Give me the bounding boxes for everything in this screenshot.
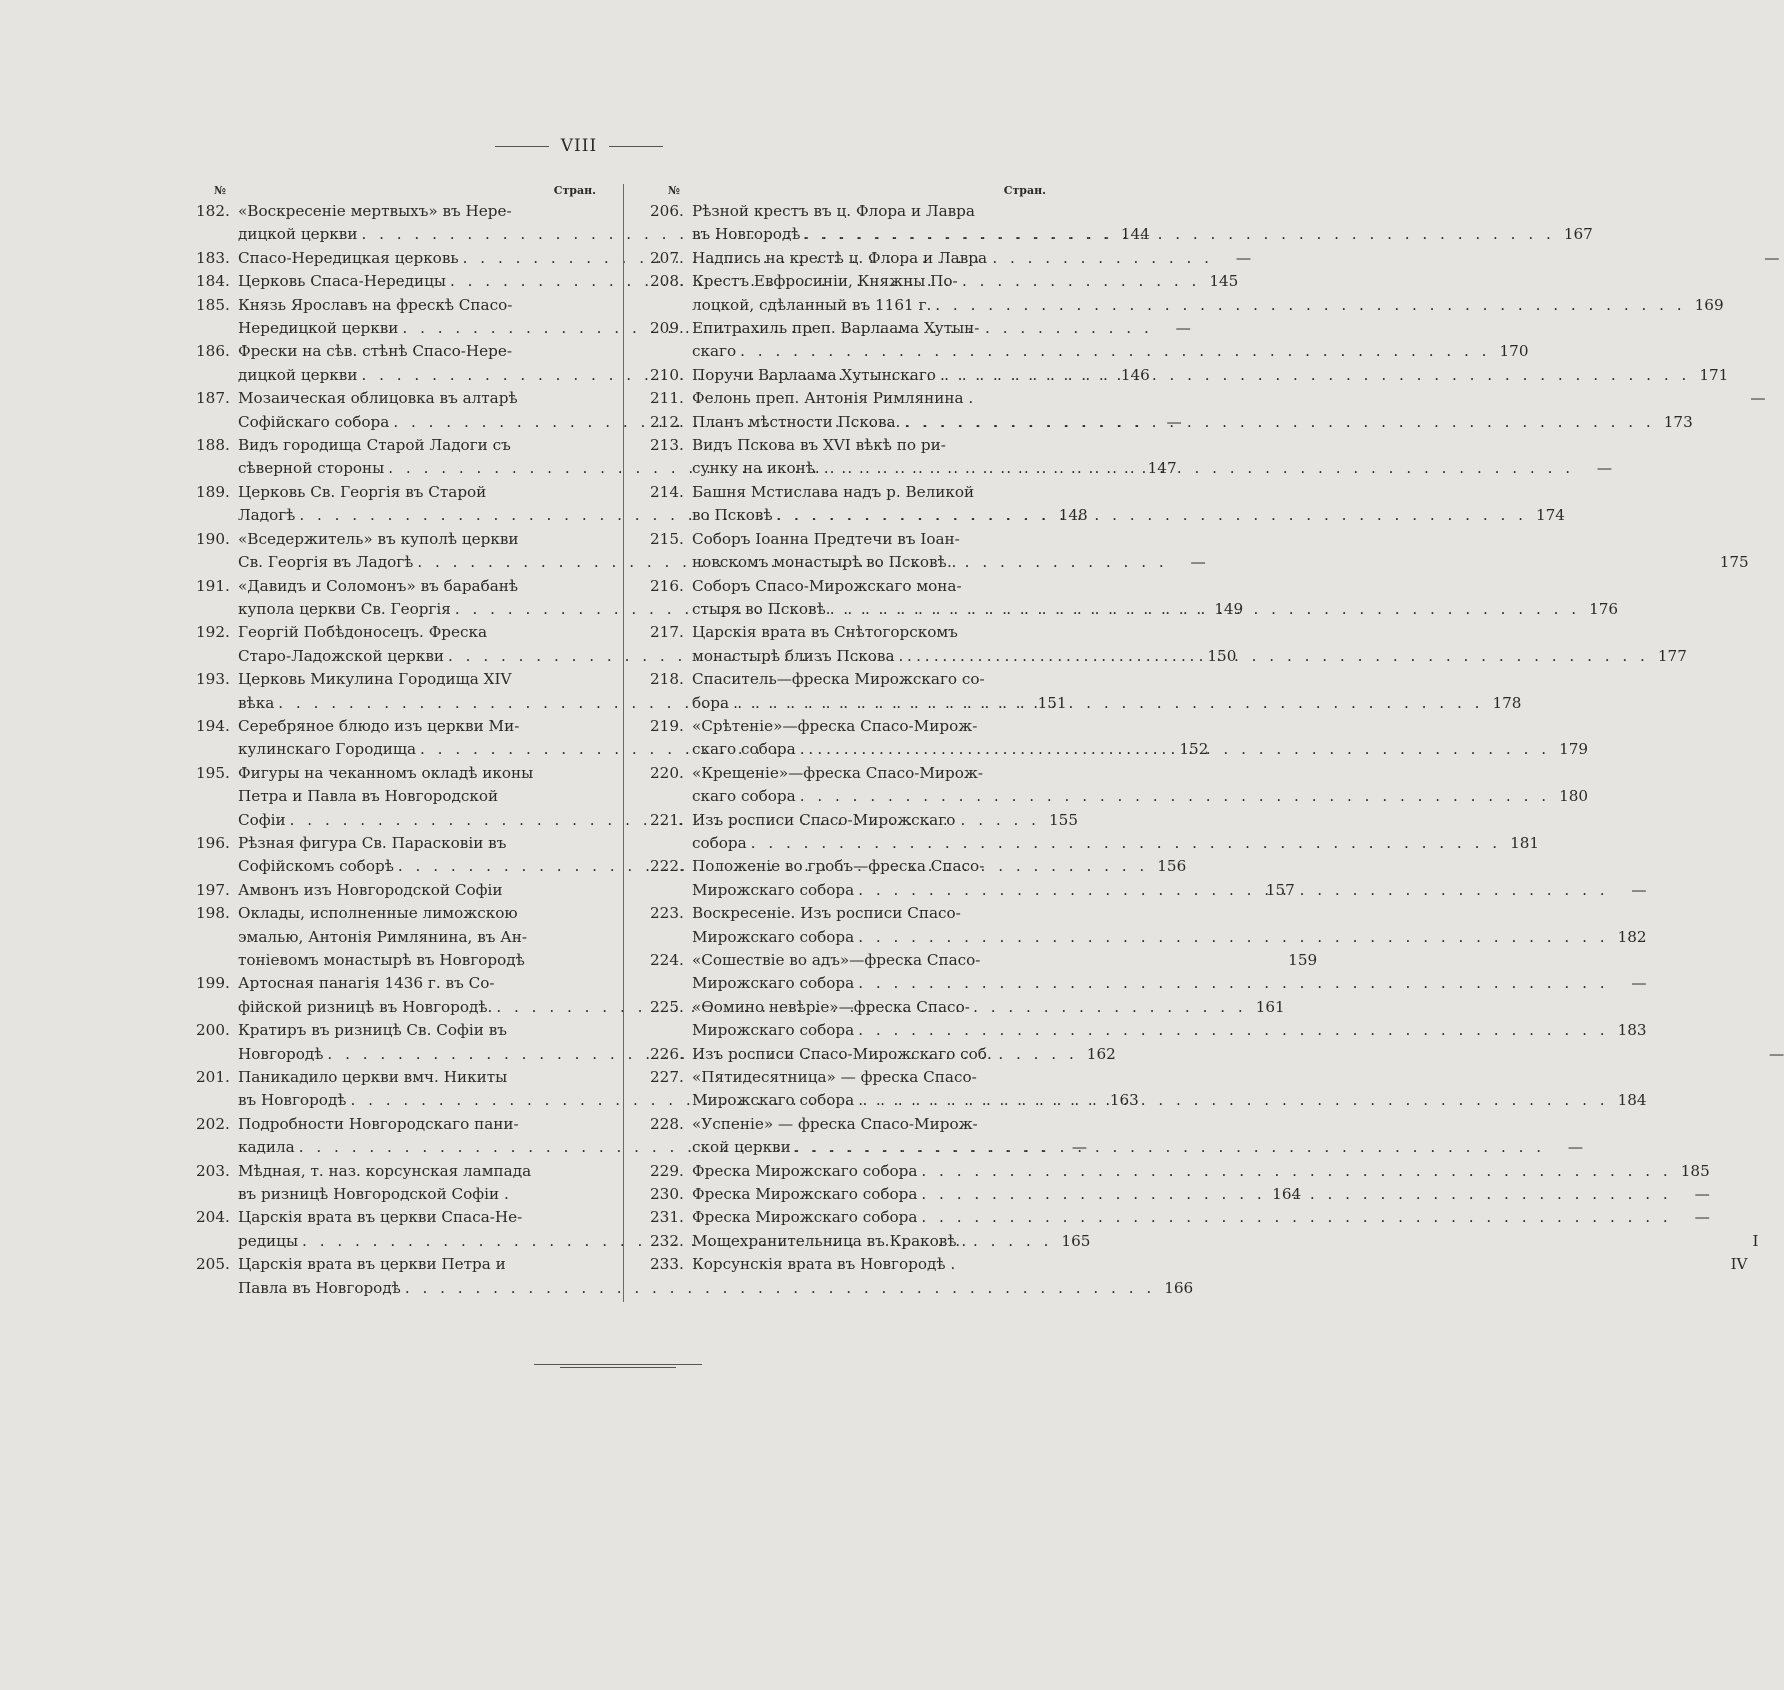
entry-title: Кратиръ въ ризницѣ Св. Софіи въ (238, 1021, 507, 1040)
entry-title: Мозаическая облицовка въ алтарѣ (238, 389, 518, 408)
entry-title: Мощехранительница въ Краковѣ . (692, 1231, 967, 1250)
entry-page: 152 (1179, 740, 1209, 759)
entry-number: 207. (650, 248, 684, 267)
entry-number: 222. (650, 857, 684, 876)
entry-page: 167 (1563, 225, 1593, 244)
dot-leader (401, 1277, 1155, 1300)
entry-page: 185 (1680, 1161, 1710, 1180)
entry-title: Корсунскія врата въ Новгородѣ . (692, 1255, 956, 1274)
entry-title: Паникадило церкви вмч. Никиты (238, 1068, 508, 1087)
entry-page: — (1694, 1208, 1710, 1227)
entry-number: 232. (650, 1231, 684, 1250)
entry-page: — (1235, 248, 1252, 267)
entry-page: 149 (1214, 599, 1244, 618)
dot-leader (895, 645, 1649, 668)
entry-page: I (1752, 1231, 1759, 1250)
entry-title: «Давидъ и Соломонъ» въ барабанѣ (238, 576, 519, 595)
entry-number: 213. (650, 436, 684, 455)
entry-title: Планъ мѣстности Пскова. (692, 412, 901, 431)
entry-title: Фреска Мирожскаго собора (692, 1208, 918, 1227)
entry-page: 159 (1288, 951, 1318, 969)
entry-title: Царскія врата въ Снѣтогорскомъ (692, 623, 958, 642)
entry-page: 174 (1535, 506, 1565, 525)
dot-leader (800, 223, 1554, 246)
entry-title: Старо-Ладожской церкви (238, 646, 445, 665)
toc-entry (650, 902, 1647, 949)
entry-title: Фрески на сѣв. стѣнѣ Спасо-Нере- (238, 342, 512, 361)
entry-title: Рѣзной крестъ въ ц. Флора и Лавра (692, 202, 975, 220)
entry-title: «Сошествіе во адъ»—фреска Спасо- (692, 951, 981, 969)
entry-title: новскомъ монастырѣ во Псковѣ . (692, 553, 957, 572)
toc-entry (650, 387, 1766, 410)
toc-entry (650, 1253, 1748, 1276)
entry-title: въ Новгородѣ (692, 225, 801, 244)
entry-title: Епитрахиль преп. Варлаама Хутын- (692, 319, 980, 338)
entry-page: 155 (1049, 810, 1078, 829)
entry-page: — (1694, 1185, 1710, 1204)
entry-title: ской церкви (692, 1138, 791, 1157)
entry-page: 173 (1663, 412, 1693, 431)
entry-title: Видъ Пскова въ XVI вѣкѣ по ри- (692, 436, 946, 455)
dot-leader (773, 504, 1527, 527)
entry-title: Князь Ярославъ на фрескѣ Спасо- (238, 295, 513, 314)
entry-title: Рѣзная фигура Св. Парасковіи въ (238, 833, 507, 852)
dot-leader (854, 926, 1608, 949)
entry-title: дицкой церкви (238, 365, 358, 384)
entry-title: Мирожскаго собора (692, 927, 855, 946)
entry-number: 218. (650, 670, 684, 689)
toc-entry (650, 1206, 1710, 1229)
page-number: VIII (560, 136, 598, 156)
entry-page: 151 (1037, 693, 1067, 712)
entry-title: скаго собора (692, 787, 796, 806)
entry-number: 215. (650, 529, 684, 548)
entry-page: 175 (1719, 553, 1749, 572)
dot-leader (900, 411, 1654, 434)
entry-page: 170 (1499, 342, 1529, 361)
entry-page: 180 (1559, 787, 1589, 806)
entry-number: 194. (196, 716, 230, 735)
entry-number: 230. (650, 1185, 684, 1204)
entry-title: Нередицкой церкви (238, 319, 399, 338)
entry-number: 200. (196, 1021, 230, 1040)
entry-page: 179 (1559, 740, 1589, 759)
entry-page: — (1596, 459, 1613, 478)
bottom-rule (560, 1367, 676, 1368)
entry-page: 169 (1694, 295, 1724, 314)
dot-leader (729, 692, 1483, 715)
entry-number: 184. (196, 272, 230, 291)
entry-number: 201. (196, 1068, 230, 1087)
entry-page: 145 (1209, 272, 1239, 291)
dot-leader (917, 1160, 1671, 1183)
toc-entry (650, 317, 1529, 364)
dot-leader (917, 1206, 1671, 1229)
entry-title: Св. Георгія въ Ладогѣ (238, 553, 414, 572)
entry-number: 187. (196, 389, 230, 408)
entry-number: 197. (196, 880, 230, 899)
entry-title: Поручи Варлаама Хутынскаго (692, 365, 936, 384)
entry-title: Подробности Новгородскаго пани- (238, 1114, 519, 1133)
entry-title: Воскресеніе. Изъ росписи Спасо- (692, 904, 961, 923)
entry-page: IV (1730, 1255, 1748, 1274)
entry-page: 162 (1086, 1044, 1116, 1063)
entry-title: Софіи (238, 810, 286, 829)
entry-number: 189. (196, 482, 230, 501)
entry-title: «Воскресеніе мертвыхъ» въ Нере- (238, 202, 512, 220)
dot-leader (826, 598, 1580, 621)
entry-title: лоцкой, сдѣланный въ 1161 г. (692, 295, 932, 314)
entry-title: Фреска Мирожскаго собора (692, 1185, 918, 1204)
entry-page: 147 (1147, 459, 1177, 478)
dot-leader (917, 1183, 1671, 1206)
entry-number: 212. (650, 412, 684, 431)
entry-title: во Псковѣ (692, 506, 773, 525)
entry-title: купола церкви Св. Георгія (238, 599, 451, 618)
entry-title: Крестъ Евфросиніи, Княжны По- (692, 272, 958, 291)
entry-page: 146 (1120, 365, 1150, 384)
entry-title: Мирожскаго собора (692, 880, 855, 899)
entry-page: — (1631, 880, 1647, 899)
dot-leader (796, 738, 1550, 761)
entry-title: Оклады, исполненные лиможскою (238, 904, 518, 923)
entry-page: — (1631, 974, 1647, 993)
entry-number: 224. (650, 951, 684, 969)
entry-title: Мирожскаго собора (692, 1021, 855, 1040)
entry-title: Царскія врата въ церкви Петра и (238, 1255, 506, 1274)
entry-title: Серебряное блюдо изъ церкви Ми- (238, 716, 520, 735)
entry-title: сѣверной стороны (238, 459, 385, 478)
entry-number: 196. (196, 833, 230, 852)
entry-title: Фреска Мирожскаго собора (692, 1161, 918, 1180)
entry-page: — (1764, 248, 1780, 267)
entry-number: 219. (650, 716, 684, 735)
entry-title: Надпись на крестѣ ц. Флора и Лавра (692, 248, 988, 267)
entry-number: 185. (196, 295, 230, 314)
page-heading: Стран. (1003, 184, 1046, 197)
dot-leader (854, 972, 1608, 995)
entry-title: въ Новгородѣ (238, 1091, 347, 1110)
entry-title: «Ѳомино невѣріе»—фреска Спасо- (692, 997, 970, 1016)
entry-title: скаго собора (692, 740, 796, 759)
entry-title: Башня Мстислава надъ р. Великой (692, 482, 975, 501)
entry-page: 144 (1120, 225, 1150, 244)
entry-title: Спасо-Нередицкая церковь (238, 248, 459, 267)
entry-title: Церковь Микулина Городища XIV (238, 670, 512, 689)
dot-leader (796, 785, 1550, 808)
entry-title: сунку на иконѣ. (692, 459, 820, 478)
column-header (196, 184, 596, 198)
entry-number: 206. (650, 202, 684, 220)
entry-number: 227. (650, 1068, 684, 1087)
dot-leader (736, 340, 1490, 363)
entry-title: Мирожскаго собора (692, 974, 855, 993)
page-heading: Стран. (553, 184, 596, 197)
entry-title: «Пятидесятница» — фреска Спасо- (692, 1068, 977, 1087)
entry-title: кулинскаго Городища (238, 740, 417, 759)
dot-leader (854, 1019, 1608, 1042)
entry-title: «Крещеніе»—фреска Спасо-Мирож- (692, 763, 984, 782)
entry-number: 211. (650, 389, 684, 408)
entry-title: Софійскомъ соборѣ (238, 857, 394, 876)
entry-title: Церковь Св. Георгія въ Старой (238, 482, 487, 501)
entry-page: 165 (1061, 1231, 1091, 1250)
entry-title: Георгій Побѣдоносецъ. Фреска (238, 623, 488, 642)
column-header (650, 184, 1046, 198)
entry-title: Изъ росписи Спасо-Мирожскаго (692, 810, 956, 829)
entry-title: Ладогѣ (238, 506, 296, 525)
entry-number: 220. (650, 763, 684, 782)
entry-title: Фигуры на чеканномъ окладѣ иконы (238, 763, 534, 782)
entry-title: въ ризницѣ Новгородской Софіи . (238, 1185, 509, 1204)
entry-title: монастырѣ близъ Пскова (692, 646, 895, 665)
entry-title: дицкой церкви (238, 225, 358, 244)
toc-entry (650, 247, 1780, 270)
entry-page: 183 (1617, 1021, 1647, 1040)
entry-page: 166 (1164, 1278, 1194, 1297)
page-header (0, 136, 1158, 156)
entry-page: — (1190, 553, 1206, 572)
entry-number: 226. (650, 1044, 684, 1063)
entry-number: 231. (650, 1208, 684, 1227)
dot-leader (747, 832, 1501, 855)
entry-number: 182. (196, 202, 230, 220)
entry-page: 178 (1492, 693, 1522, 712)
entry-title: Фелонь преп. Антонія Римлянина . (692, 389, 974, 408)
entry-title: тоніевомъ монастырѣ въ Новгородѣ (238, 951, 525, 969)
entry-title: Павла въ Новгородѣ (238, 1278, 401, 1297)
entry-title: кадила (238, 1138, 295, 1157)
entry-number: 204. (196, 1208, 230, 1227)
entry-number: 195. (196, 763, 230, 782)
entry-title: «Срѣтеніе»—фреска Спасо-Мирож- (692, 716, 978, 735)
entry-number: 191. (196, 576, 230, 595)
dot-leader (936, 364, 1690, 387)
entry-page: — (1175, 319, 1191, 338)
entry-title: Соборъ Спасо-Мирожскаго мона- (692, 576, 962, 595)
dot-leader (820, 457, 1574, 480)
entry-title: Новгородѣ (238, 1044, 324, 1063)
bottom-rule (534, 1364, 702, 1365)
entry-number: 190. (196, 529, 230, 548)
number-heading: № (668, 184, 680, 197)
entry-page: 164 (1272, 1185, 1302, 1204)
entry-page: 181 (1510, 833, 1540, 852)
entry-page: 157 (1265, 880, 1295, 899)
dot-leader (854, 1089, 1608, 1112)
entry-number: 216. (650, 576, 684, 595)
column-divider (623, 184, 624, 1302)
entry-number: 221. (650, 810, 684, 829)
number-heading: № (214, 184, 226, 197)
entry-title: Изъ росписи Спасо-Мирожскаго соб. (692, 1044, 992, 1063)
entry-page: — (1567, 1138, 1584, 1157)
entry-number: 209. (650, 319, 684, 338)
entry-title: стыря во Псковѣ (692, 599, 826, 618)
toc-entry (650, 1160, 1710, 1183)
dot-leader (791, 1136, 1545, 1159)
entry-title: фійской ризницѣ въ Новгородѣ. (238, 997, 493, 1016)
entry-number: 193. (196, 670, 230, 689)
entry-number: 223. (650, 904, 684, 923)
toc-entry (650, 1113, 1584, 1160)
entry-page: — (1750, 389, 1766, 408)
dot-leader (854, 879, 1608, 902)
entry-title: Положеніе во гробъ—фреска Спасо- (692, 857, 985, 876)
entry-number: 210. (650, 365, 684, 384)
entry-page: 171 (1699, 365, 1729, 384)
entry-title: Мѣдная, т. наз. корсунская лампада (238, 1161, 532, 1180)
toc-entry (650, 528, 1749, 575)
entry-title: «Успеніе» — фреска Спасо-Мирож- (692, 1114, 978, 1133)
entry-number: 202. (196, 1114, 230, 1133)
entry-number: 183. (196, 248, 230, 267)
entry-title: собора (692, 833, 747, 852)
entry-title: Амвонъ изъ Новгородской Софіи (238, 880, 503, 899)
entry-number: 203. (196, 1161, 230, 1180)
entry-number: 217. (650, 623, 684, 642)
toc-entry (650, 411, 1693, 434)
entry-number: 186. (196, 342, 230, 361)
entry-page: 176 (1589, 599, 1619, 618)
entry-title: вѣка (238, 693, 275, 712)
entry-number: 229. (650, 1161, 684, 1180)
entry-page: 148 (1058, 506, 1088, 525)
entry-page: — (1768, 1044, 1784, 1063)
entry-title: Софійскаго собора (238, 412, 390, 431)
entry-title: Церковь Спаса-Нередицы (238, 272, 446, 291)
header-rule-right (609, 146, 663, 147)
toc-entry (650, 762, 1589, 809)
entry-page: 182 (1617, 927, 1647, 946)
entry-title: Соборъ Іоанна Предтечи въ Іоан- (692, 529, 960, 548)
entry-page: — (1166, 412, 1182, 431)
entry-title: Царскія врата въ церкви Спаса-Не- (238, 1208, 523, 1227)
entry-title: редицы (238, 1231, 299, 1250)
entry-number: 198. (196, 904, 230, 923)
entry-number: 225. (650, 997, 684, 1016)
entry-title: «Вседержитель» въ куполѣ церкви (238, 529, 519, 548)
entry-page: — (1071, 1138, 1088, 1157)
entry-title: Спаситель—фреска Мирожскаго со- (692, 670, 985, 689)
header-rule-left (495, 146, 549, 147)
entry-number: 188. (196, 436, 230, 455)
entry-title: бора (692, 693, 730, 712)
entry-number: 233. (650, 1255, 684, 1274)
entry-title: Артосная панагія 1436 г. въ Со- (238, 974, 495, 993)
entry-title: Петра и Павла въ Новгородской (238, 787, 499, 806)
entry-page: 163 (1109, 1091, 1139, 1110)
entry-title: Мирожскаго собора (692, 1091, 855, 1110)
entry-title: скаго (692, 342, 737, 361)
entry-number: 205. (196, 1255, 230, 1274)
entry-title: Видъ городища Старой Ладоги съ (238, 436, 511, 455)
dot-leader (931, 294, 1685, 317)
entry-page: 177 (1657, 646, 1687, 665)
entry-number: 199. (196, 974, 230, 993)
entry-page: 184 (1617, 1091, 1647, 1110)
entry-number: 214. (650, 482, 684, 501)
entry-number: 208. (650, 272, 684, 291)
entry-number: 228. (650, 1114, 684, 1133)
entry-title: эмалью, Антонія Римлянина, въ Ан- (238, 927, 527, 946)
entry-page: 150 (1207, 646, 1237, 665)
entry-page: 156 (1157, 857, 1187, 876)
entry-number: 192. (196, 623, 230, 642)
entry-page: 161 (1255, 997, 1285, 1016)
